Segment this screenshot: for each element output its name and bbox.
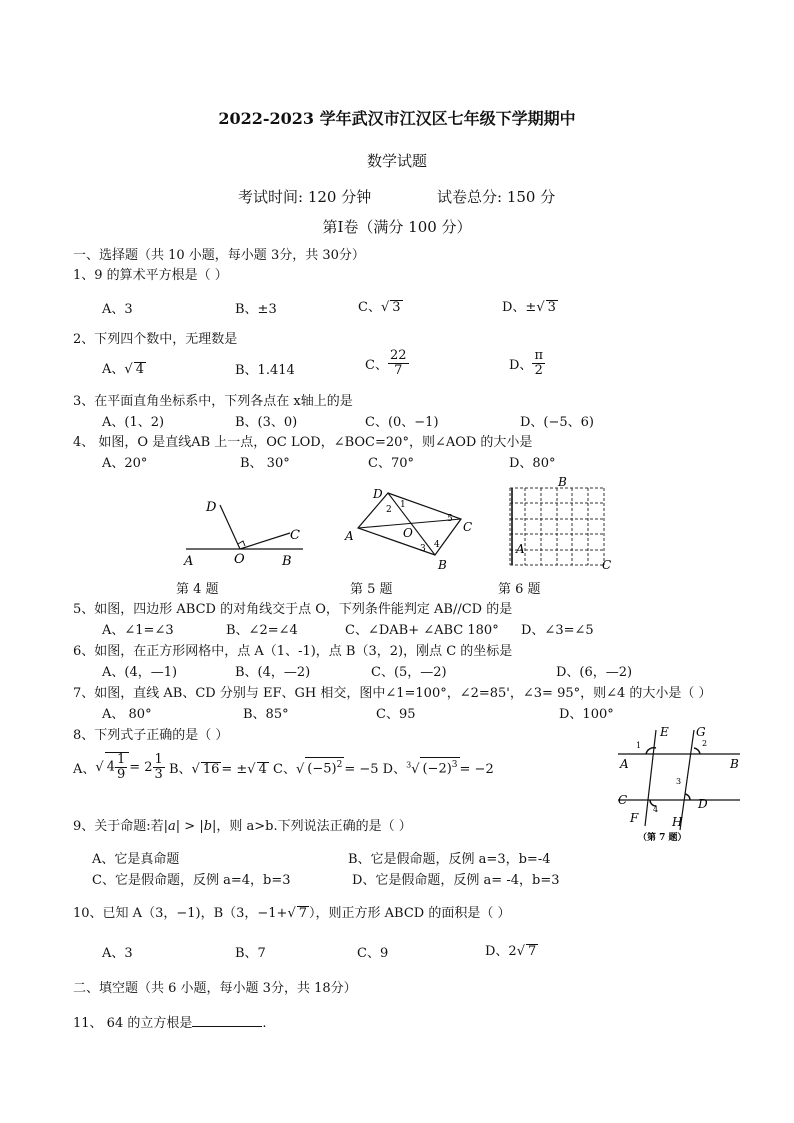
question-1-stem: 1、9 的算术平方根是（ ） <box>73 268 228 283</box>
q1-option-b: B、±3 <box>235 302 277 317</box>
label-g: G <box>696 725 706 739</box>
label-a: A <box>620 757 629 771</box>
question-6-stem: 6、如图，在正方形网格中，点 A（1、-1)，点 B（3，2)，刚点 C 的坐标是 <box>73 644 513 659</box>
q4-option-c: C、70° <box>368 456 414 471</box>
q1-option-c: C、√ 3 <box>358 300 401 315</box>
question-3-stem: 3、在平面直角坐标系中，下列各点在 x轴上的是 <box>73 394 353 409</box>
q3-option-d: D、(−5、6) <box>520 415 595 430</box>
label-d: D <box>698 797 708 811</box>
question-11-stem: 11、 64 的立方根是 . <box>73 1016 267 1031</box>
angle-label-2: 2 <box>702 739 708 748</box>
question-2-stem: 2、下列四个数中，无理数是 <box>73 332 238 347</box>
figure-4-diagram <box>178 495 308 570</box>
q5-option-b: B、∠2=∠4 <box>226 623 298 638</box>
q2-option-d: D、 $\frac{\pi}{2}$ <box>509 348 543 378</box>
diagonal-db <box>388 493 435 555</box>
q7-option-d: D、100° <box>559 707 614 722</box>
document-title: 2022-2023 学年武汉市江汉区七年级下学期期中 <box>218 109 576 128</box>
angle-label-4: 4 <box>434 540 440 550</box>
label-a: A <box>516 542 525 556</box>
label-b: B <box>282 554 292 569</box>
figure-6-caption: 第 6 题 <box>498 582 541 597</box>
q8-options <box>73 752 494 782</box>
right-angle-mark <box>238 541 245 546</box>
q9-option-a: A、它是真命题 <box>92 852 180 867</box>
label-c: C <box>463 520 473 534</box>
q6-option-b: B、(4，—2) <box>235 665 311 680</box>
angle-label-3: 3 <box>420 544 426 554</box>
figure-6-grid <box>500 475 620 573</box>
ray-oc <box>240 533 290 549</box>
label-c: C <box>618 793 628 807</box>
angle-label-5: 5 <box>447 514 453 524</box>
label-b: B <box>438 558 447 572</box>
q3-option-a: A、(1、2) <box>102 415 165 430</box>
figure-4-caption: 第 4 题 <box>176 582 219 597</box>
question-8-stem: 8、下列式子正确的是（ ） <box>73 728 229 743</box>
label-c: C <box>602 558 612 572</box>
q9-option-c: C、它是假命题，反例 a=4，b=3 <box>92 873 291 888</box>
exam-time: 考试时间: 120 分钟 <box>238 188 372 206</box>
q7-option-a: A、 80° <box>102 707 152 722</box>
q9-option-b: B、它是假命题，反例 a=3，b=-4 <box>348 852 551 867</box>
angle-label-4: 4 <box>653 805 659 814</box>
q3-option-b: B、(3、0) <box>235 415 298 430</box>
answer-blank[interactable] <box>192 1014 262 1027</box>
q5-option-a: A、∠1=∠3 <box>102 623 174 638</box>
q1-option-a: A、3 <box>102 302 133 317</box>
angle-label-1: 1 <box>636 741 642 750</box>
section-2-heading: 二、填空题（共 6 小题，每小题 3分，共 18分） <box>73 981 357 996</box>
q8-option-b: B、√ 16 = ±√ 4 <box>168 761 267 777</box>
label-h: H <box>672 815 683 829</box>
section-1-heading: 一、选择题（共 10 小题，每小题 3分，共 30分） <box>73 248 365 263</box>
q4-option-d: D、80° <box>509 456 556 471</box>
label-o: O <box>234 552 245 567</box>
q6-option-c: C、(5，—2) <box>371 665 447 680</box>
volume-heading: 第Ⅰ卷（满分 100 分） <box>322 218 472 236</box>
q6-option-d: D、(6，—2) <box>556 665 633 680</box>
label-f: F <box>630 811 639 825</box>
label-d: D <box>373 487 383 501</box>
label-c: C <box>290 528 300 543</box>
label-o: O <box>403 526 413 540</box>
q8-option-c: C、√ $(-5)^2 = -5$ <box>273 762 379 777</box>
q3-option-c: C、(0、−1) <box>365 415 439 430</box>
q10-option-d: D、2√ 7 <box>485 944 537 959</box>
label-a: A <box>184 554 194 569</box>
q6-option-a: A、(4，—1) <box>102 665 178 680</box>
q5-option-c: C、∠DAB+ ∠ABC 180° <box>345 623 499 638</box>
figure-5-caption: 第 5 题 <box>350 582 393 597</box>
subject-title: 数学试题 <box>366 152 427 170</box>
q2-option-b: B、1.414 <box>235 363 295 378</box>
q8-option-d: D、$^3$√ $(-2)^3 = -2$ <box>383 762 494 777</box>
label-b: B <box>558 475 567 489</box>
q5-option-d: D、∠3=∠5 <box>521 623 594 638</box>
q7-option-b: B、85° <box>243 707 289 722</box>
q1-option-d: D、±√ 3 <box>502 300 556 315</box>
q8-option-a: A、√ 4 $\frac{1}{9}$ = 2 $\frac{1}{3}$ <box>73 751 163 782</box>
exam-total-score: 试卷总分: 150 分 <box>437 188 556 206</box>
question-7-stem: 7、如图，直线 AB、CD 分别与 EF、GH 相交，图中∠1=100°，∠2=85'，∠3= 95°，则∠4 的大小是（ ） <box>73 686 712 701</box>
figure-7-caption: （第 7 题） <box>638 833 687 843</box>
label-b: B <box>730 757 739 771</box>
label-a: A <box>345 529 354 543</box>
label-d: D <box>206 500 217 515</box>
ray-od <box>220 505 240 549</box>
label-e: E <box>660 725 669 739</box>
q4-option-a: A、20° <box>102 456 148 471</box>
question-10-stem: 10、已知 A（3，−1)，B（3，−1+√ 7 ），则正方形 ABCD 的面积是（ ） <box>73 906 511 921</box>
angle-label-3: 3 <box>676 777 682 786</box>
q10-option-c: C、9 <box>357 946 389 961</box>
q2-option-a: A、√ 4 <box>102 362 144 377</box>
question-9-stem: 9、关于命题:若|a| > |b|，则 a>b.下列说法正确的是（ ） <box>73 819 412 834</box>
angle-3-arc <box>685 794 690 800</box>
q9-option-d: D、它是假命题，反例 a= -4，b=3 <box>352 873 560 888</box>
question-5-stem: 5、如图，四边形 ABCD 的对角线交于点 O，下列条件能判定 AB//CD 的是 <box>73 602 513 617</box>
q4-option-b: B、 30° <box>240 456 290 471</box>
q7-option-c: C、95 <box>376 707 416 722</box>
q10-option-b: B、7 <box>235 946 266 961</box>
angle-2-arc <box>694 748 700 754</box>
q2-option-c: C、 $\frac{22}{7}$ <box>365 348 407 378</box>
figure-5-diagram <box>343 485 478 575</box>
angle-label-2: 2 <box>386 505 392 515</box>
question-4-stem: 4、 如图，O 是直线AB 上一点，OC LOD，∠BOC=20°，则∠AOD 的大小是 <box>73 435 533 450</box>
angle-1-arc <box>646 748 656 754</box>
figure-7-diagram <box>612 722 744 846</box>
q10-option-a: A、3 <box>102 946 133 961</box>
angle-label-1: 1 <box>400 500 406 510</box>
